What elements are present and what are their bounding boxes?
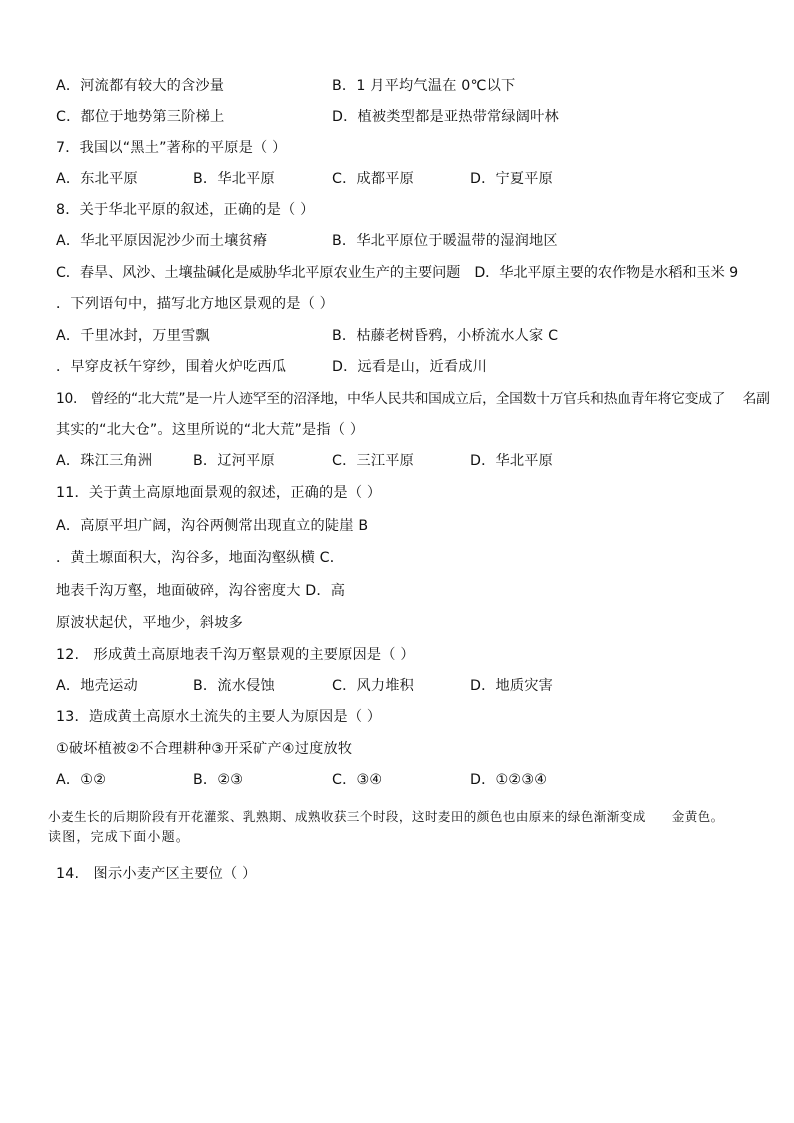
q12-option-c: C．风力堆积 [332,678,415,694]
q11-line-a: A．高原平坦广阔，沟谷两侧常出现直立的陡崖 B [56,518,369,534]
line-1b: B．1 月平均气温在 0℃以下 [332,78,516,94]
question-10-line-1: 10. 曾经的“北大荒”是一片人迹罕至的沼泽地，中华人民共和国成立后，全国数十万官兵和热血青年将它变成了 名副 [56,391,770,407]
q8-option-b: B．华北平原位于暖温带的湿润地区 [332,233,558,249]
q13-statements: ①破坏植被②不合理耕种③开采矿产④过度放牧 [56,741,353,757]
q7-option-d: D．宁夏平原 [470,171,554,187]
q10-option-b: B．辽河平原 [193,453,275,469]
line-2b: D．植被类型都是亚热带常绿阔叶林 [332,109,559,125]
reading-note-line-2: 读图，完成下面小题。 [48,830,191,845]
q13-option-a: A．①② [56,772,107,788]
question-7: 7．我国以“黑土”著称的平原是（ ） [56,140,287,156]
line-2a: C．都位于地势第三阶梯上 [56,109,225,125]
q9-option-c: ．早穿皮袄午穿纱，围着火炉吃西瓜 [56,359,287,375]
line-1a: A．河流都有较大的含沙量 [56,78,225,94]
q7-option-c: C．成都平原 [332,171,415,187]
q13-option-c: C．③④ [332,772,383,788]
question-9: ．下列语句中，描写北方地区景观的是（ ） [56,296,335,312]
question-14: 14. 图示小麦产区主要位（ ） [56,866,257,882]
q12-option-b: B．流水侵蚀 [193,678,275,694]
q13-option-b: B．②③ [193,772,244,788]
q12-option-a: A．地壳运动 [56,678,138,694]
q7-option-b: B．华北平原 [193,171,275,187]
q11-line-c: 地表千沟万壑，地面破碎，沟谷密度大 D．高 [56,583,346,599]
q9-option-d: D．远看是山，近看成川 [332,359,488,375]
q10-option-a: A．珠江三角洲 [56,453,153,469]
question-11: 11．关于黄土高原地面景观的叙述，正确的是（ ） [56,485,382,501]
q11-line-d: 原波状起伏，平地少，斜坡多 [56,615,244,631]
question-13: 13．造成黄土高原水土流失的主要人为原因是（ ） [56,709,382,725]
q8-option-a: A．华北平原因泥沙少而土壤贫瘠 [56,233,268,249]
question-12: 12. 形成黄土高原地表千沟万壑景观的主要原因是（ ） [56,647,415,663]
reading-note-line-1: 小麦生长的后期阶段有开花灌浆、乳熟期、成熟收获三个时段，这时麦田的颜色也由原来的绿色渐渐变成 金黄色。 [48,809,724,824]
q10-option-d: D．华北平原 [470,453,554,469]
q8-option-cd: C．春旱、风沙、土壤盐碱化是威胁华北平原农业生产的主要问题 D．华北平原主要的农作物是水稻和玉米 9 [56,265,738,281]
q13-option-d: D．①②③④ [470,772,548,788]
q9-option-a: A．千里冰封，万里雪飘 [56,328,210,344]
q11-line-b: ．黄土塬面积大，沟谷多，地面沟壑纵横 C． [56,550,345,566]
q10-option-c: C．三江平原 [332,453,415,469]
question-10-line-2: 其实的“北大仓”。这里所说的“北大荒”是指（ ） [56,422,365,438]
q9-option-b: B．枯藤老树昏鸦，小桥流水人家 C [332,328,559,344]
q12-option-d: D．地质灾害 [470,678,554,694]
q7-option-a: A．东北平原 [56,171,138,187]
question-8: 8．关于华北平原的叙述，正确的是（ ） [56,202,315,218]
